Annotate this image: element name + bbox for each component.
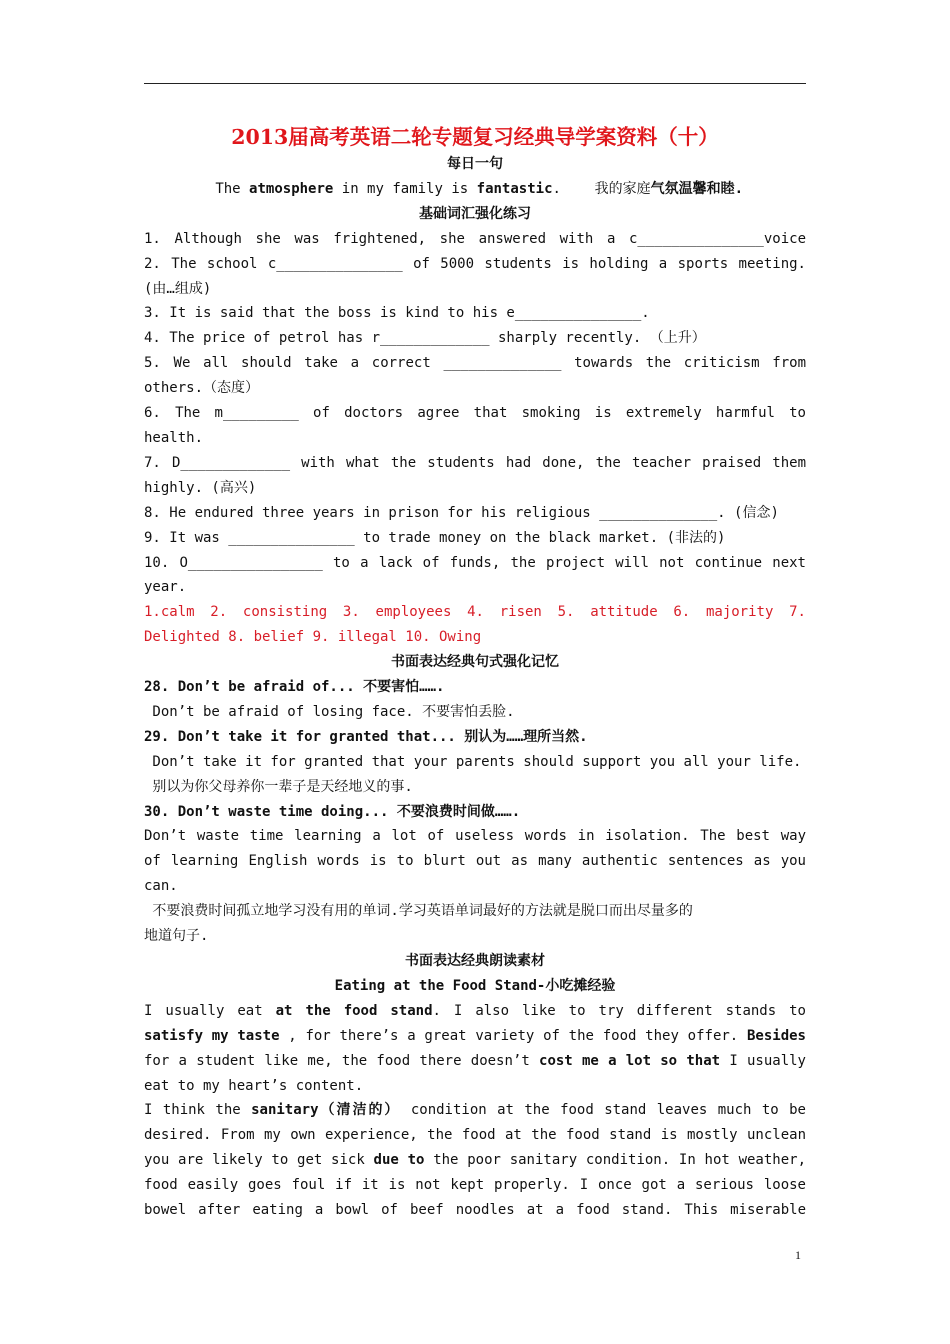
vocab-line: 6. The m_________ of doctors agree that smoking is extremely harmful to: [144, 405, 806, 422]
vocab-line: 5. We all should take a correct ______________ towards the criticism from: [144, 355, 806, 372]
header-rule: [144, 83, 806, 84]
pattern-example: Don’t waste time learning a lot of useless words in isolation. The best way: [144, 828, 806, 845]
vocab-line: 4. The price of petrol has r_____________ sharply recently. （上升）: [144, 330, 706, 347]
reading-line: [144, 999, 806, 1024]
answer-line: 1.calm 2. consisting 3. employees 4. risen 5. attitude 6. majority 7.: [144, 604, 806, 621]
vocab-line: 7. D_____________ with what the students had done, the teacher praised them: [144, 454, 806, 471]
vocab-line: (由…组成): [144, 280, 212, 297]
text-span: I usually: [720, 1052, 806, 1069]
text-span: . 我的家庭: [552, 180, 651, 197]
reading-line: bowel after eating a bowl of beef noodles at a food stand. This miserable: [144, 1202, 806, 1219]
bold-span: atmosphere: [249, 180, 334, 197]
reading-line: desired. From my own experience, the food at the food stand is mostly unclean: [144, 1127, 806, 1144]
answer-line: Delighted 8. belief 9. illegal 10. Owing: [144, 629, 482, 646]
vocab-line: 10. O________________ to a lack of funds, the project will not continue next: [144, 554, 806, 571]
text-span: in my family is: [333, 180, 477, 197]
reading-line: [144, 1148, 806, 1173]
pattern-example: 不要浪费时间孤立地学习没有用的单词.学习英语单词最好的方法就是脱口而出尽量多的: [144, 903, 693, 920]
vocab-line: others.（态度）: [144, 380, 260, 397]
pattern-heading: 28. Don’t be afraid of... 不要害怕…….: [144, 679, 445, 696]
reading-line: [144, 1024, 806, 1049]
reading-line: [144, 1098, 806, 1123]
text-span: you are likely to get sick: [144, 1152, 374, 1169]
bold-span: sanitary（清洁的）: [251, 1102, 401, 1119]
vocab-heading: 基础词汇强化练习: [419, 205, 531, 222]
vocab-line: year.: [144, 579, 187, 596]
text-span: . I also like to try different stands to: [432, 1002, 806, 1019]
patterns-heading: 书面表达经典句式强化记忆: [391, 654, 559, 671]
bold-span: fantastic: [476, 180, 553, 197]
reading-line: [144, 1049, 806, 1074]
pattern-heading: 29. Don’t take it for granted that... 别认为……理所当然.: [144, 728, 588, 745]
pattern-example: can.: [144, 878, 178, 895]
pattern-example: 地道句子.: [144, 928, 209, 945]
page-number: 1: [795, 1248, 801, 1262]
text-span: for a student like me, the food there doesn’t: [144, 1052, 540, 1069]
text-span: I usually eat: [144, 1002, 276, 1019]
reading-line: food easily goes foul if it is not kept properly. I once got a serious loose: [144, 1177, 806, 1194]
vocab-line: 1. Although she was frightened, she answered with a c_______________voice: [144, 230, 806, 247]
bold-span: satisfy my taste: [144, 1027, 280, 1044]
text-span: I think the: [144, 1102, 252, 1119]
vocab-line: highly. (高兴): [144, 479, 257, 496]
pattern-example: of learning English words is to blurt out as many authentic sentences as you: [144, 853, 806, 870]
page-title: 2013届高考英语二轮专题复习经典导学案资料（十）: [231, 125, 719, 149]
bold-span: cost me a lot so that: [539, 1052, 721, 1069]
vocab-line: 2. The school c_______________ of 5000 students is holding a sports meeting.: [144, 255, 806, 272]
text-span: the poor sanitary condition. In hot weather,: [424, 1152, 807, 1169]
bold-span: 气氛温馨和睦.: [650, 180, 744, 197]
bold-span: at the food stand: [275, 1002, 433, 1019]
vocab-line: health.: [144, 429, 204, 446]
text-span: condition at the food stand leaves much to be: [400, 1102, 806, 1119]
vocab-line: 9. It was _______________ to trade money on the black market. (非法的): [144, 529, 726, 546]
reading-subtitle: Eating at the Food Stand-小吃摊经验: [334, 977, 616, 994]
pattern-heading: 30. Don’t waste time doing... 不要浪费时间做…….: [144, 803, 521, 820]
bold-span: Besides: [746, 1027, 806, 1044]
vocab-line: 3. It is said that the boss is kind to his e_______________.: [144, 305, 650, 322]
vocab-line: 8. He endured three years in prison for his religious ______________. (信念): [144, 504, 779, 521]
text-span: , for there’s a great variety of the food they offer.: [279, 1027, 747, 1044]
pattern-example: Don’t be afraid of losing face. 不要害怕丢脸.: [144, 703, 515, 720]
pattern-example: Don’t take it for granted that your parents should support you all your life.: [144, 753, 802, 770]
document-body: [144, 122, 806, 1223]
reading-heading: 书面表达经典朗读素材: [405, 953, 545, 969]
daily-sentence: [144, 177, 806, 202]
daily-heading: 每日一句: [447, 156, 503, 172]
pattern-example: 别以为你父母养你一辈子是天经地义的事.: [144, 778, 413, 795]
reading-line: eat to my heart’s content.: [144, 1077, 364, 1094]
text-span: The: [206, 180, 250, 197]
bold-span: due to: [373, 1152, 425, 1169]
